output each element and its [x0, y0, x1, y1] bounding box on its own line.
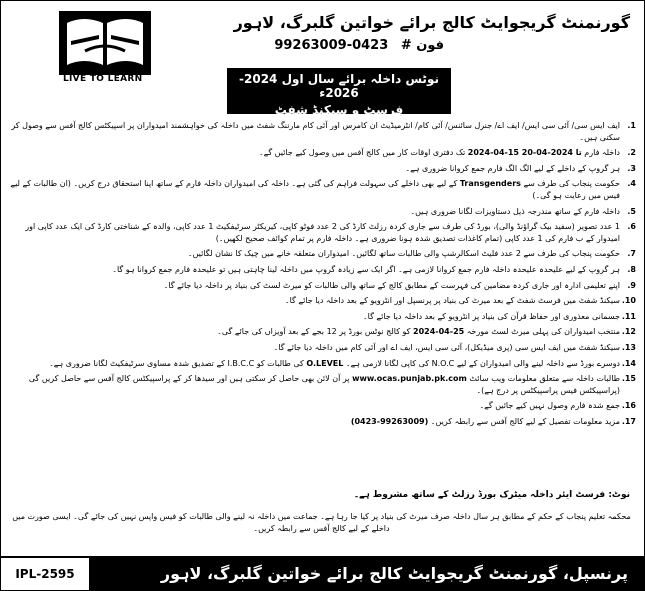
principal-signature: پرنسپل، گورنمنٹ گریجوایٹ کالج برائے خواتین گلبرگ، لاہور [160, 564, 628, 583]
admission-date-range: 2024-04-15 تا 2024-04-20 [467, 148, 582, 158]
list-item [9, 342, 636, 354]
contact-phone: (0423-99263009) [350, 416, 429, 426]
list-item [9, 206, 636, 218]
phone-label: فون # [400, 38, 444, 53]
note-first-year: نوٹ: فرسٹ ایئر داخلہ میٹرک بورڈ رزلٹ کے ساتھ مشروط ہے۔ [353, 490, 630, 500]
item-text: منتخب امیدواران کی پہلی میرٹ لسٹ مورخہ 2024-04-25 کو کالج نوٹس بورڈ پر 12 بجے کے بعد آویزاں کی جائے گی۔ [217, 327, 620, 337]
item-text: ہر گروپ کے لیے علیحدہ علیحدہ داخلہ فارم جمع کروانا لازمی ہے۔ اگر ایک سے زیادہ گروپ میں داخلہ لینا چاہتی ہیں تو علیحدہ فارم جمع کروانا ہو گا۔ [112, 264, 620, 274]
item-text: طالبات داخلہ سے متعلق معلومات ویب سائٹ www.ocas.punjab.pk.com پر آن لائن بھی حاصل کر سکتی ہیں اور سیدھا کر کے پراسپیکٹس کالج آفس سے حاصل کریں گی (پراسپیکٹس فیس پراسپیکٹس پر درج ہے)۔ [28, 374, 620, 395]
notice-title: نوٹس داخلہ برائے سال اول 2024-2026ء [239, 72, 439, 100]
notice-title-box [227, 68, 451, 117]
transgenders-term: Transgenders [459, 179, 521, 189]
list-item [9, 248, 636, 260]
item-number: 2. [627, 148, 636, 158]
item-number: 14. [621, 358, 636, 368]
phone-line [274, 38, 444, 53]
item-text: داخلہ فارم کے ساتھ مندرجہ ذیل دستاویزات لگانا ضروری ہیں۔ [410, 206, 620, 216]
list-item [9, 311, 636, 323]
item-number: 1. [627, 121, 636, 130]
footer-bar [1, 556, 644, 590]
list-item [9, 358, 636, 370]
item-number: 16. [621, 401, 636, 411]
item-text: اپنے تعلیمی ادارہ اور جاری کردہ مضامین کی فہرست کے مطابق کالج کے ساتھ والی طالبات کو میرٹ لسٹ کی بنیاد پر داخلہ دیا جائے گا۔ [163, 280, 620, 290]
item-number: 15. [621, 374, 636, 384]
item-text: حکومت پنجاب کی طرف سے 2 عدد فلیٹ اسکالرشپ والی طالبات ساتھ لگائیں۔ امیدواران متعلقہ خانے میں چیک کا نشان لگائیں۔ [187, 249, 620, 259]
o-level-term: O.LEVEL [306, 358, 344, 368]
item-number: 8. [627, 264, 636, 274]
item-text: حکومت پنجاب کی طرف سے Transgenders کے لیے بھی داخلے کی سہولت فراہم کی گئی ہے۔ داخلہ کی امیدواران داخلہ فارم کے ساتھ اپنا استحقاق درج کریں۔ (ان طالبات کے لیے فیس میں رعایت ہو گی۔) [10, 179, 620, 200]
item-number: 13. [621, 342, 636, 352]
list-item [9, 416, 636, 428]
item-number: 5. [627, 206, 636, 216]
item-number: 3. [627, 163, 636, 173]
list-item [9, 178, 636, 201]
item-text: 1 عدد تصویر (سفید بیک گراؤنڈ والی)، بورڈ کی طرف سے جاری کردہ رزلٹ کارڈ کی 2 عدد فوٹو کاپی، کیریکٹر سرٹیفکیٹ 1 عدد کاپی، والدہ کے شناختی کارڈ کی ایک عدد کاپی اور امیدوار کے ب فارم کی 1 عدد کاپی (تمام کاغذات تصدیق شدہ ہونا ضروری ہے۔ داخلہ فارم پر تمام کوائف صحیح لکھیں۔) [25, 222, 620, 243]
list-item [9, 147, 636, 159]
list-item [9, 326, 636, 338]
logo-motto: LIVE TO LEARN [63, 74, 143, 84]
item-text: جسمانی معذوری اور حفاظ قرآن کی بنیاد پر انٹرویو کے بعد داخلہ دیا جائے گا۔ [362, 311, 620, 321]
admission-instructions-list [9, 120, 636, 431]
list-item [9, 163, 636, 175]
item-number: 12. [621, 327, 636, 337]
list-item [9, 280, 636, 292]
item-number: 7. [627, 249, 636, 259]
list-item [9, 295, 636, 307]
website-link[interactable]: www.ocas.punjab.pk.com [352, 374, 467, 384]
list-item [9, 373, 636, 396]
merit-list-date: 2024-04-25 [413, 327, 465, 337]
list-item [9, 400, 636, 412]
item-number: 9. [627, 280, 636, 290]
note-merit-policy: محکمہ تعلیم پنجاب کے حکم کے مطابق ہر سال داخلہ صرف میرٹ کی بنیاد پر کیا جا رہا ہے۔ جماعت میں داخلہ نہ لینے والی طالبات کو فیس واپس نہیں کی جائے گی۔ ایسی صورت میں داخلے کے لیے کالج آفس سے رابطہ کریں۔ [12, 512, 631, 533]
item-number: 4. [627, 179, 636, 189]
notice-shift: فرسٹ و سیکنڈ شفٹ [274, 103, 404, 117]
item-text: داخلہ فارم 2024-04-15 تا 2024-04-20 تک دفتری اوقات کار میں کالج آفس میں وصول کیے جائیں گے۔ [258, 148, 620, 158]
college-logo-book-icon [59, 11, 151, 75]
item-text: ایف ایس سی/ آئی سی ایس/ ایف اے/ جنرل سائنس/ آئی کام/ انٹرمیڈیٹ ان کامرس اور آئی کام مارننگ شفٹ میں داخلہ کی خواہشمند امیدواران پر اسپیکٹس کالج آفس سے وصول کر سکتی ہیں۔ [11, 121, 620, 142]
item-text: سیکنڈ شفٹ میں فرسٹ شفٹ کے بعد میرٹ کی بنیاد پر پرنسپل اور انٹرویو کے بعد داخلہ دیا جائے گا۔ [284, 296, 620, 306]
ipl-code: IPL-2595 [0, 557, 90, 591]
item-text: ہر گروپ کے داخلے کے لیے الگ الگ فارم جمع کروانا ضروری ہے۔ [405, 163, 620, 173]
list-item [9, 221, 636, 244]
item-number: 11. [621, 311, 636, 321]
list-item [9, 264, 636, 276]
item-number: 6. [627, 222, 636, 232]
item-text: مزید معلومات تفصیل کے لیے کالج آفس سے رابطہ کریں۔ (0423-99263009) [350, 416, 620, 426]
item-text: سیکنڈ شفٹ میں ایف ایس سی (پری میڈیکل)، آئی سی ایس، ایف اے اور آئی کام میں داخلہ دیا جائے گا۔ [273, 342, 620, 352]
item-text: جمع شدہ فارم وصول نہیں کیے جائیں گے۔ [479, 401, 620, 411]
phone-number: 0423-99263009 [274, 38, 389, 53]
item-text: دوسرے بورڈ سے داخلہ لینے والی امیدواران کے لیے N.O.C کی کاپی لگانا لازمی ہے۔ O.LEVEL کی طالبات کو I.B.C.C کے تصدیق شدہ مساوی سرٹیفکیٹ لگانا ضروری ہے۔ [49, 358, 620, 368]
list-item [9, 120, 636, 143]
item-number: 10. [621, 296, 636, 306]
college-name: گورنمنٹ گریجوایٹ کالج برائے خواتین گلبرگ، لاہور [233, 13, 630, 32]
item-number: 17. [621, 416, 636, 426]
